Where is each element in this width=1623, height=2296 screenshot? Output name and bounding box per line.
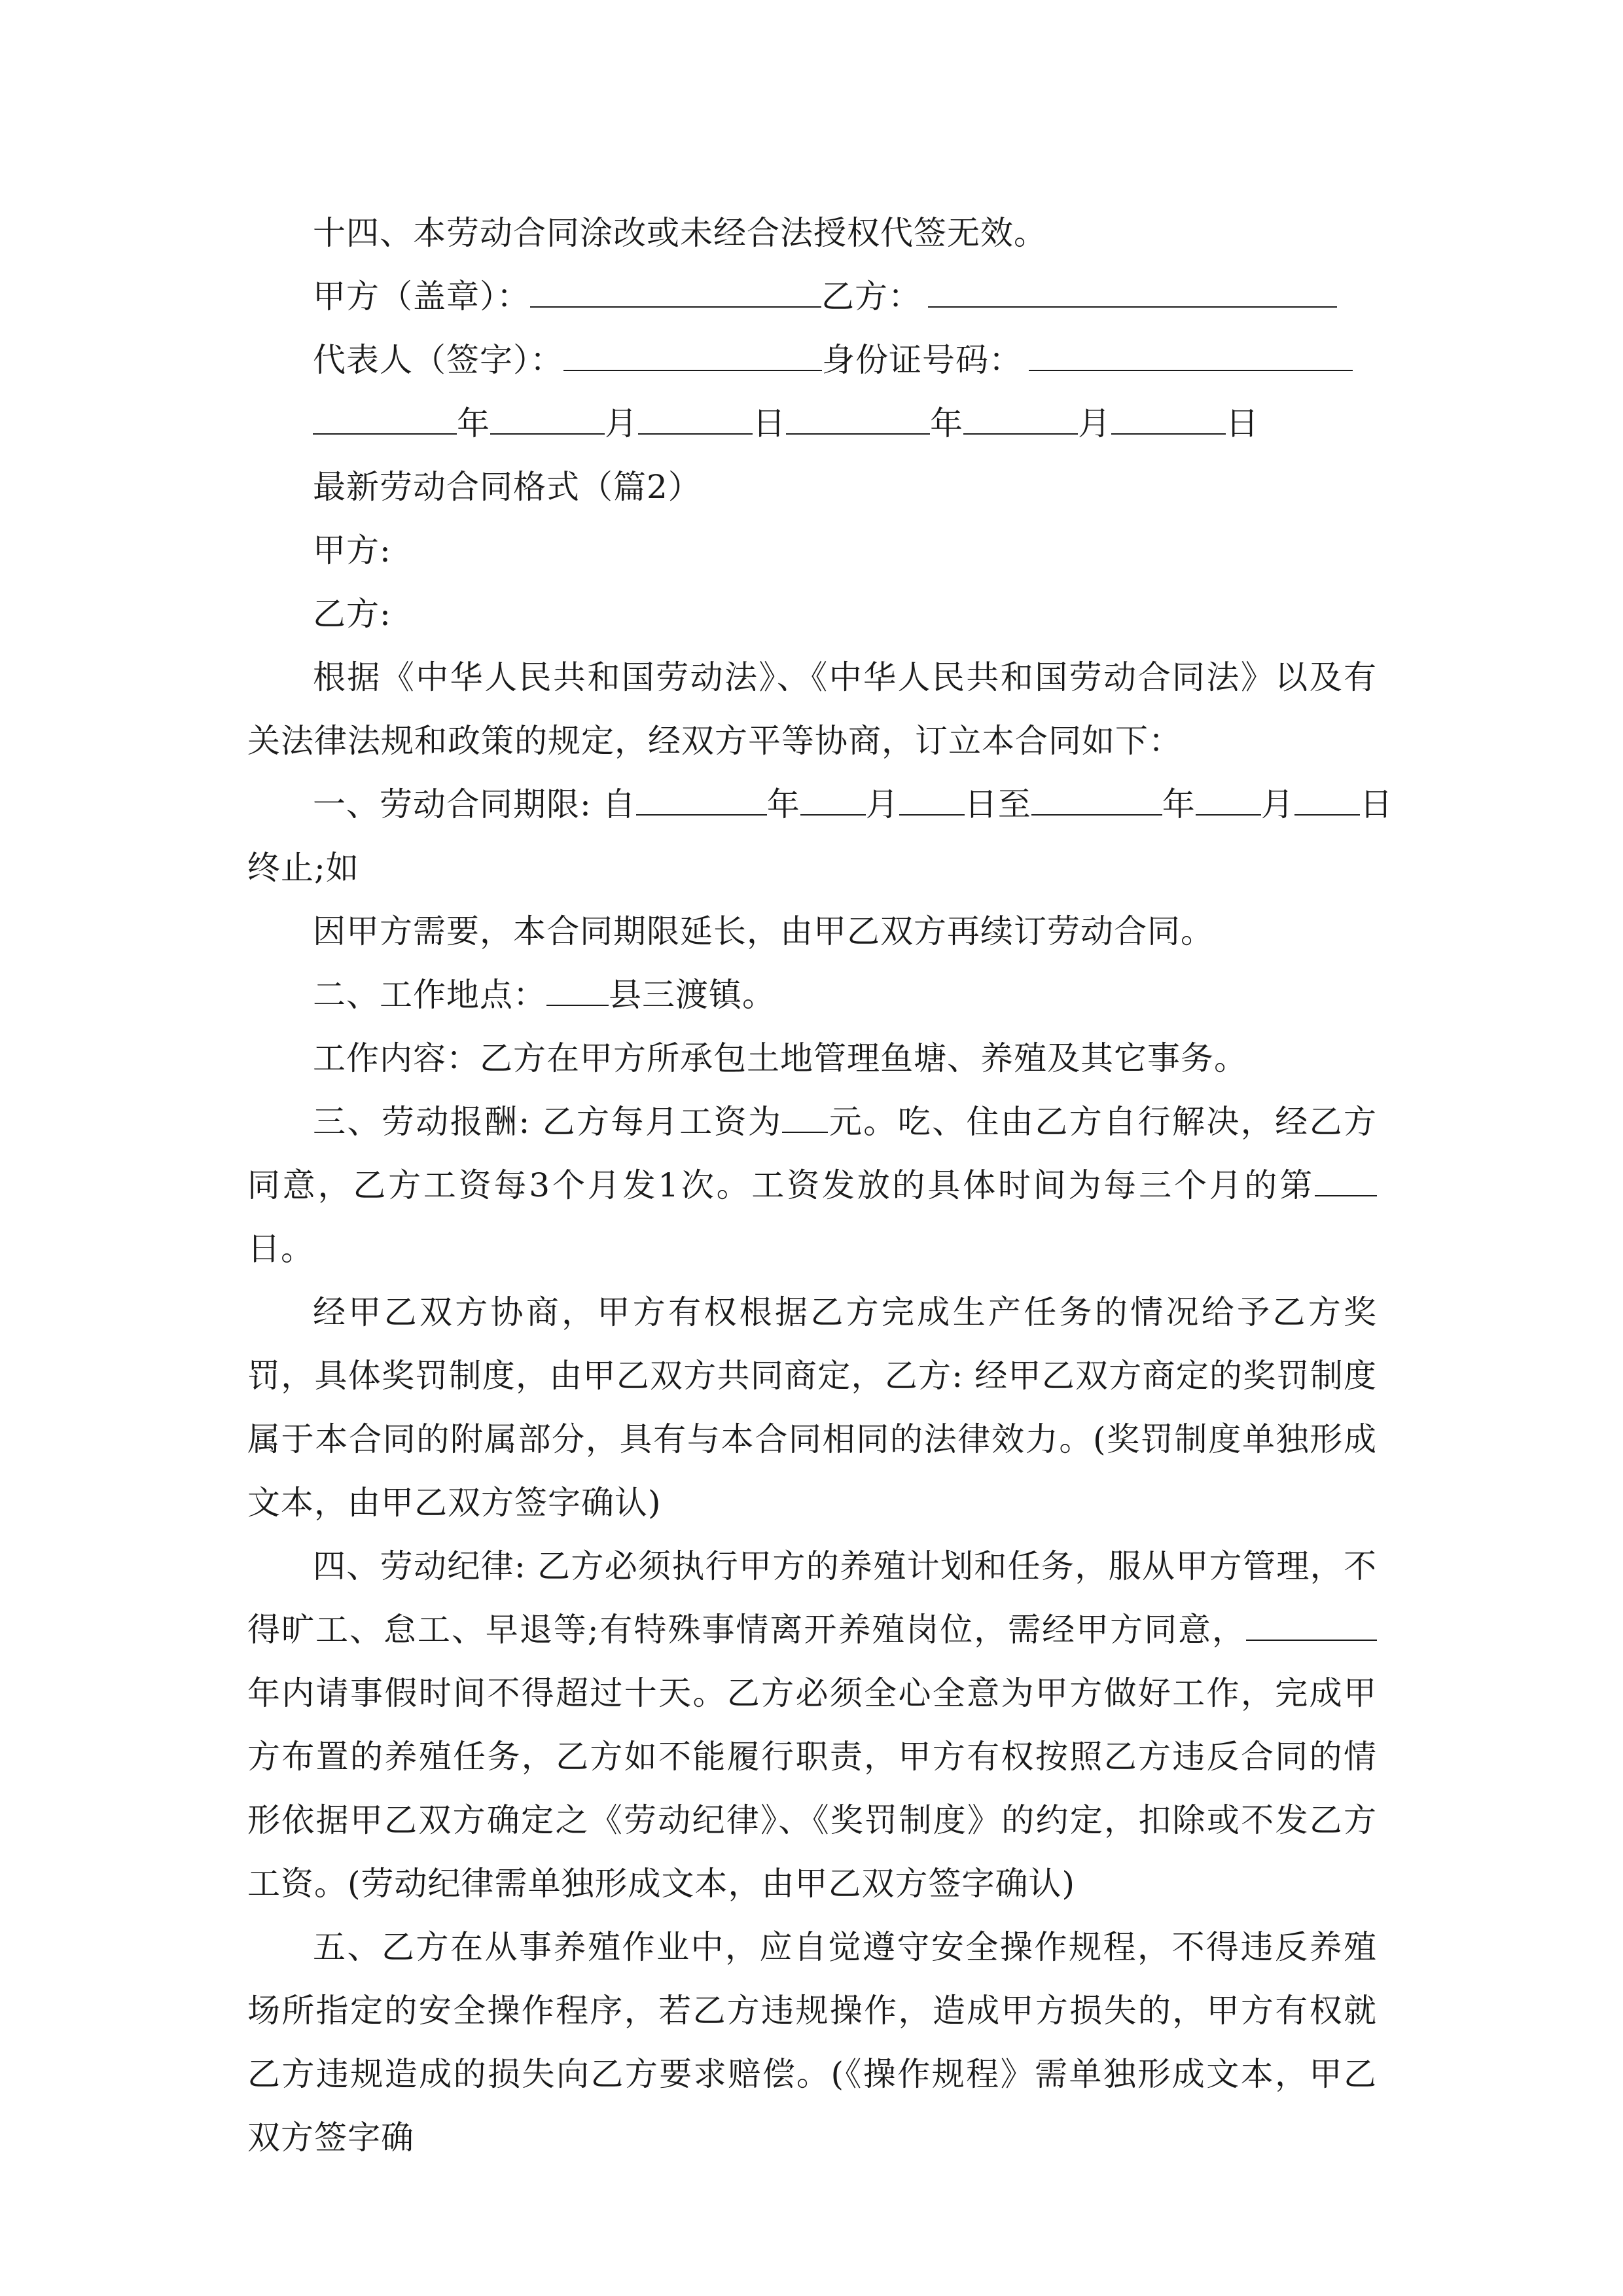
date-b-month-label: 月 xyxy=(1078,404,1111,442)
date-a-day-label: 日 xyxy=(753,404,786,442)
rep-sign-label: 代表人（签字）： xyxy=(313,341,563,379)
pay-paragraph xyxy=(247,1090,1377,1281)
date-a-year-label: 年 xyxy=(457,404,490,442)
location-county-blank xyxy=(546,967,609,1006)
signature-date-row xyxy=(247,392,1377,456)
party-b-blank xyxy=(928,268,1337,308)
term-start-day-blank xyxy=(899,776,965,816)
term-start-year-label: 年 xyxy=(766,785,800,823)
discipline-year-blank xyxy=(1246,1602,1377,1641)
discipline-paragraph xyxy=(247,1535,1377,1916)
term-prefix: 一、劳动合同期限: 自 xyxy=(313,785,636,823)
signature-row-party xyxy=(247,265,1377,329)
term-end-month-blank xyxy=(1196,776,1261,816)
date-a-day-blank xyxy=(638,395,753,435)
term-start-month-blank xyxy=(800,776,866,816)
location-prefix: 二、工作地点： xyxy=(313,976,546,1014)
date-b-day-label: 日 xyxy=(1226,404,1259,442)
date-a-month-blank xyxy=(490,395,605,435)
term-tail: 终止;如 xyxy=(247,849,359,887)
date-a-year-blank xyxy=(313,395,457,435)
clause-14: 十四、本劳动合同涂改或未经合法授权代签无效。 xyxy=(313,214,1047,252)
signature-row-rep xyxy=(247,329,1377,392)
party-a-seal-label: 甲方（盖章）： xyxy=(313,278,530,315)
section-title-2: 最新劳动合同格式（篇2） xyxy=(313,468,702,506)
id-number-label: 身份证号码： xyxy=(822,341,1022,379)
pay-text-2: 元。吃、住由乙方自行解决，经乙方同意，乙方工资每3个月发1次。工资发放的具体时间为每三个月的第 xyxy=(247,1103,1378,1204)
term-start-day-label: 日至 xyxy=(964,785,1031,823)
discipline-text-1: 四、劳动纪律: 乙方必须执行甲方的养殖计划和任务，服从甲方管理，不得旷工、怠工、早退等;有特殊事情离开养殖岗位，需经甲方同意， xyxy=(247,1547,1377,1649)
reward-paragraph: 经甲乙双方协商，甲方有权根据乙方完成生产任务的情况给予乙方奖罚，具体奖罚制度，由甲乙双方共同商定，乙方: 经甲乙双方商定的奖罚制度属于本合同的附属部分，具有与本合同相同的法律效力。(奖罚制度单独形成文本，由甲乙双方签字确认) xyxy=(247,1293,1377,1522)
intro-paragraph: 根据《中华人民共和国劳动法》、《中华人民共和国劳动合同法》以及有关法律法规和政策的规定，经双方平等协商，订立本合同如下： xyxy=(247,658,1377,760)
safety-paragraph: 五、乙方在从事养殖作业中，应自觉遵守安全操作规程，不得违反养殖场所指定的安全操作程序，若乙方违规操作，造成甲方损失的，甲方有权就乙方违规造成的损失向乙方要求赔偿。(《操作规程》需单独形成文本，甲乙双方签字确 xyxy=(247,1928,1377,2157)
term-end-month-label: 月 xyxy=(1260,785,1294,823)
date-b-year-blank xyxy=(786,395,930,435)
pay-text-3: 日。 xyxy=(247,1230,314,1268)
party-a-seal-blank xyxy=(530,268,821,308)
pay-day-blank xyxy=(1315,1157,1377,1196)
id-number-blank xyxy=(1029,332,1353,371)
location-line xyxy=(247,963,1377,1027)
term-end-day-label: 日 xyxy=(1359,785,1393,823)
term-end-day-blank xyxy=(1294,776,1360,816)
discipline-text-2: 年内请事假时间不得超过十天。乙方必须全心全意为甲方做好工作，完成甲方布置的养殖任务，乙方如不能履行职责，甲方有权按照乙方违反合同的情形依据甲乙双方确定之《劳动纪律》、《奖罚制度》的约定，扣除或不发乙方工资。(劳动纪律需单独形成文本，由甲乙双方签字确认) xyxy=(247,1674,1377,1903)
party-b-line: 乙方: xyxy=(313,595,391,633)
term-end-year-blank xyxy=(1031,776,1162,816)
term-end-year-label: 年 xyxy=(1162,785,1196,823)
work-content-line: 工作内容：乙方在甲方所承包土地管理鱼塘、养殖及其它事务。 xyxy=(313,1039,1247,1077)
date-b-day-blank xyxy=(1111,395,1226,435)
term-start-month-label: 月 xyxy=(865,785,899,823)
rep-sign-blank xyxy=(563,332,822,371)
extend-line: 因甲方需要，本合同期限延长，由甲乙双方再续订劳动合同。 xyxy=(313,912,1214,950)
date-b-month-blank xyxy=(963,395,1078,435)
party-a-line: 甲方: xyxy=(313,531,391,569)
party-b-label: 乙方： xyxy=(821,278,921,315)
date-a-month-label: 月 xyxy=(605,404,638,442)
document-body xyxy=(247,202,1393,2170)
term-line xyxy=(247,773,1393,836)
date-b-year-label: 年 xyxy=(930,404,963,442)
term-start-year-blank xyxy=(636,776,767,816)
location-suffix: 县三渡镇。 xyxy=(609,976,776,1014)
pay-text-1: 三、劳动报酬: 乙方每月工资为 xyxy=(313,1103,783,1141)
salary-amount-blank xyxy=(782,1094,828,1133)
